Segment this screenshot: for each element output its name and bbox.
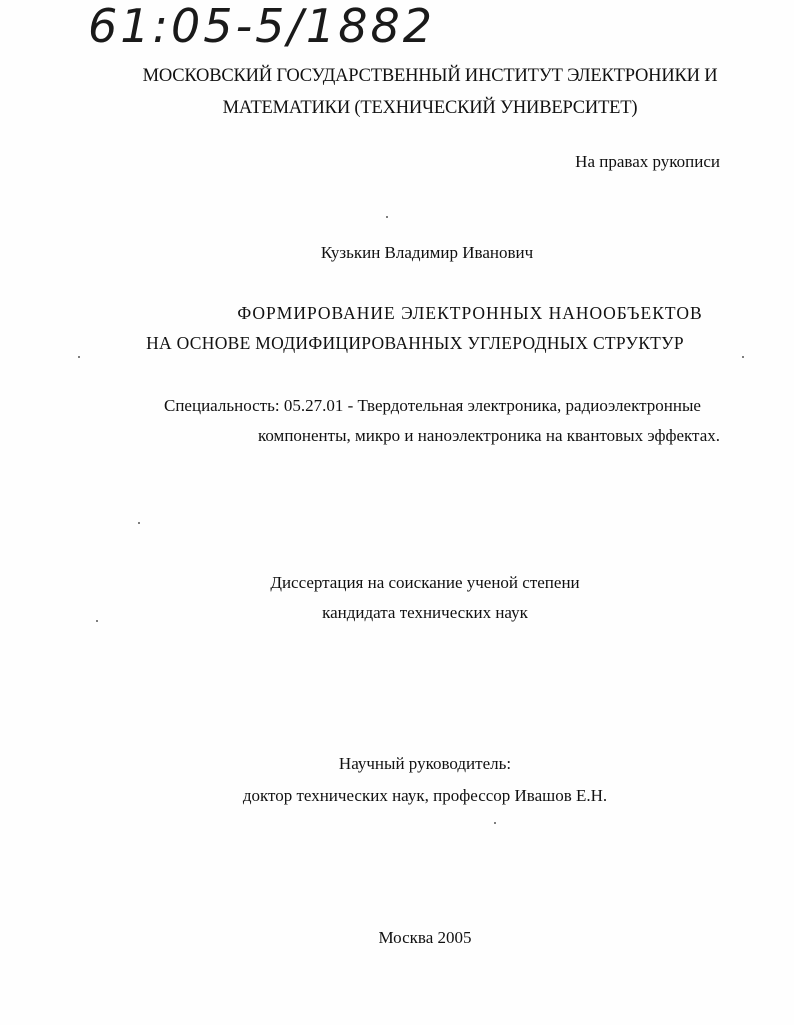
author-name: Кузькин Владимир Иванович: [320, 243, 534, 262]
speciality: [160, 391, 720, 451]
city-year: Москва 2005: [378, 928, 472, 947]
dissertation-title: [120, 298, 770, 358]
institution-name: [100, 60, 760, 124]
scan-speck: [742, 356, 744, 358]
handwritten-stamp: [88, 0, 458, 48]
degree-line-2: кандидата технических наук: [322, 603, 528, 622]
institution-line-2: МАТЕМАТИКИ (ТЕХНИЧЕСКИЙ УНИВЕРСИТЕТ): [222, 98, 638, 118]
scientific-supervisor: [0, 748, 794, 812]
scan-speck: [96, 620, 98, 622]
degree-line-1: Диссертация на соискание ученой степени: [270, 573, 580, 592]
supervisor-name: доктор технических наук, профессор Ивашов Е.Н.: [242, 786, 608, 805]
manuscript-rights-note: На правах рукописи: [575, 152, 720, 171]
scan-speck: [138, 522, 140, 524]
degree-statement: [0, 568, 794, 628]
scan-speck: [78, 356, 80, 358]
supervisor-label: Научный руководитель:: [338, 754, 512, 773]
speciality-line-1: Специальность: 05.27.01 - Твердотельная электроника, радиоэлектронные: [164, 396, 701, 415]
scan-speck: [494, 822, 496, 824]
speciality-line-2: компоненты, микро и наноэлектроника на квантовых эффектах.: [257, 426, 720, 445]
title-line-2: НА ОСНОВЕ МОДИФИЦИРОВАННЫХ УГЛЕРОДНЫХ СТРУКТУР: [146, 333, 684, 353]
institution-line-1: МОСКОВСКИЙ ГОСУДАРСТВЕННЫЙ ИНСТИТУТ ЭЛЕКТРОНИКИ И: [142, 66, 718, 86]
stamp-text: 61:05-5/1882: [88, 0, 435, 48]
scan-speck: [386, 216, 388, 218]
title-line-1: ФОРМИРОВАНИЕ ЭЛЕКТРОННЫХ НАНООБЪЕКТОВ: [237, 303, 703, 323]
